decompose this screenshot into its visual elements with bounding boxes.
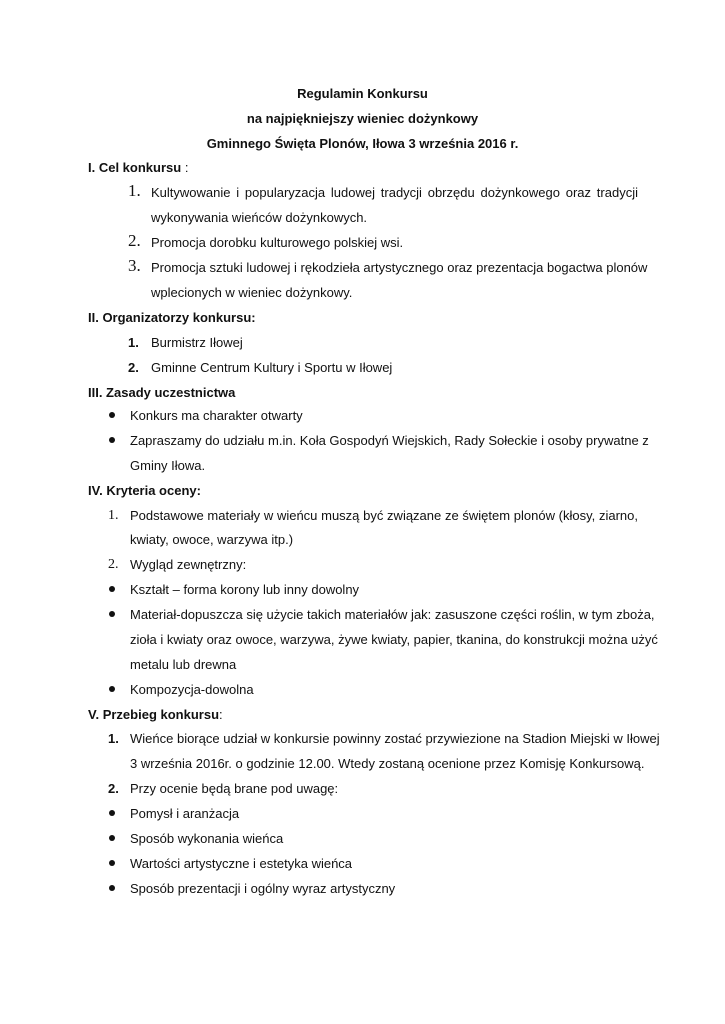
bullet-icon [109,686,115,692]
bullet-icon [109,437,115,443]
bullet-icon [109,860,115,866]
list-item-text: Burmistrz Iłowej [151,335,243,350]
list-item-text: Promocja sztuki ludowej i rękodzieła artystycznego oraz prezentacja bogactwa plonów [151,260,648,275]
bullet-icon [109,810,115,816]
list-item-text: Gminne Centrum Kultury i Sportu w Iłowej [151,360,393,375]
list-item-text: wplecionych w wieniec dożynkowy. [151,285,353,300]
list-item-text: Zapraszamy do udziału m.in. Koła Gospodyń Wiejskich, Rady Sołeckie i osoby prywatne z [130,433,649,448]
list-number: 1. [128,335,139,350]
list-item-text: kwiaty, owoce, warzywa itp.) [130,532,294,547]
bullet-icon [109,586,115,592]
list-item-text: Kształt – forma korony lub inny dowolny [130,582,360,597]
list-item-text: Podstawowe materiały w wieńcu muszą być związane ze świętem plonów (kłosy, ziarno, [130,508,638,523]
list-number: 2. [108,781,119,796]
list-item-text: Konkurs ma charakter otwarty [130,408,303,423]
section-5-heading: V. Przebieg konkursu: [88,707,223,722]
list-number: 1. [128,181,141,200]
bullet-icon [109,412,115,418]
list-number: 3. [128,256,141,275]
list-item-text: Kompozycja-dowolna [130,682,254,697]
list-item-text: Gminy Iłowa. [130,458,206,473]
list-item-text: Wartości artystyczne i estetyka wieńca [130,856,353,871]
section-2-heading: II. Organizatorzy konkursu: [88,310,256,325]
list-item-text: Wygląd zewnętrzny: [130,557,247,572]
list-number: 2. [128,231,141,250]
list-item-text: Przy ocenie będą brane pod uwagę: [130,781,339,796]
list-item-text: Sposób prezentacji i ogólny wyraz artystyczny [130,881,396,896]
bullet-icon [109,611,115,617]
list-item-text: wykonywania wieńców dożynkowych. [151,210,368,225]
list-item-text: Wieńce biorące udział w konkursie powinny zostać przywiezione na Stadion Miejski w Iłowej [130,731,660,746]
list-number: 1. [108,508,119,523]
title-line-3: Gminnego Święta Plonów, Iłowa 3 września 2016 r. [206,136,519,151]
list-item-text: Materiał-dopuszcza się użycie takich materiałów jak: zasuszone części roślin, w tym zboża, [130,607,655,622]
bullet-icon [109,885,115,891]
list-item-text: metalu lub drewna [130,657,237,672]
list-item-text: Pomysł i aranżacja [130,806,240,821]
list-number: 2. [108,557,119,572]
title-line-1: Regulamin Konkursu [297,86,428,101]
bullet-icon [109,835,115,841]
list-item-text: Sposób wykonania wieńca [130,831,284,846]
section-4-heading: IV. Kryteria oceny: [88,483,201,498]
section-1-heading: I. Cel konkursu : [88,160,189,175]
list-number: 2. [128,360,139,375]
title-line-2: na najpiękniejszy wieniec dożynkowy [246,111,479,126]
list-item-text: Kultywowanie i popularyzacja ludowej tradycji obrzędu dożynkowego oraz tradycji [151,185,638,200]
list-item-text: Promocja dorobku kulturowego polskiej wsi. [151,235,404,250]
list-number: 1. [108,731,119,746]
list-item-text: zioła i kwiaty oraz owoce, warzywa, żywe kwiaty, papier, tkanina, do konstrukcji można użyć [130,632,658,647]
section-3-heading: III. Zasady uczestnictwa [88,385,236,400]
list-item-text: 3 września 2016r. o godzinie 12.00. Wtedy zostaną ocenione przez Komisję Konkursową. [130,756,645,771]
